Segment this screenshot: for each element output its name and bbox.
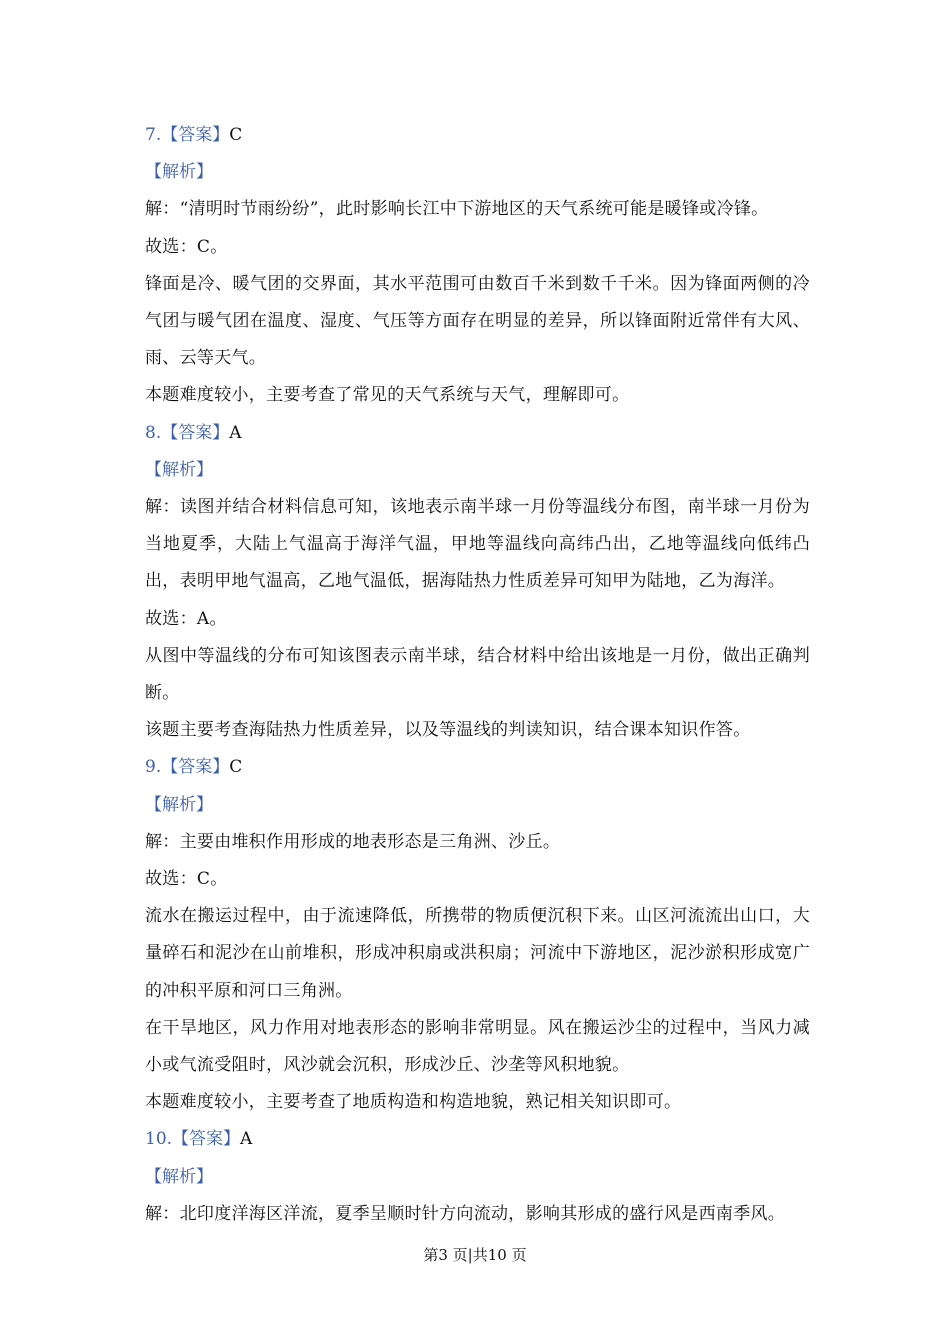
analysis-paragraph: 流水在搬运过程中，由于流速降低，所携带的物质便沉积下来。山区河流流出山口，大量碎石和泥沙在山前堆积，形成冲积扇或洪积扇；河流中下游地区，泥沙淤积形成宽广的冲积平原和河口三角洲。: [145, 906, 810, 1001]
analysis-paragraph: 本题难度较小，主要考查了地质构造和构造地貌，熟记相关知识即可。: [145, 1092, 682, 1113]
answer-line-7: [145, 117, 810, 154]
answer-letter: A: [229, 422, 242, 443]
analysis-paragraph: 在干旱地区，风力作用对地表形态的影响非常明显。风在搬运沙尘的过程中，当风力减小或气流受阻时，风沙就会沉积，形成沙丘、沙垄等风积地貌。: [145, 1017, 810, 1075]
answer-letter: A: [240, 1129, 253, 1150]
page-footer: 第3 页|共10 页: [423, 1246, 527, 1264]
analysis-label: 【解析】: [145, 162, 213, 183]
analysis-paragraph: 本题难度较小，主要考查了常见的天气系统与天气，理解即可。: [145, 385, 630, 406]
analysis-label: 【解析】: [145, 794, 213, 815]
analysis-paragraph: 解：“清明时节雨纷纷”，此时影响长江中下游地区的天气系统可能是暖锋或冷锋。: [145, 199, 769, 220]
analysis-paragraph: 故选：A。: [145, 608, 227, 629]
answer-letter: C: [229, 757, 243, 778]
analysis-paragraph: 解：北印度洋海区洋流，夏季呈顺时针方向流动，影响其形成的盛行风是西南季风。: [145, 1203, 786, 1224]
answer-mark: 【答案】: [172, 1129, 241, 1150]
answer-mark: 【答案】: [161, 757, 230, 778]
analysis-paragraph: 锋面是冷、暖气团的交界面，其水平范围可由数百千米到数千千米。因为锋面两侧的冷气团与暖气团在温度、湿度、气压等方面存在明显的差异，所以锋面附近常伴有大风、雨、云等天气。: [145, 273, 810, 369]
analysis-paragraph: 该题主要考查海陆热力性质差异，以及等温线的判读知识，结合课本知识作答。: [145, 720, 751, 741]
analysis-paragraph: 故选：C。: [145, 236, 228, 257]
analysis-paragraph: 解：主要由堆积作用形成的地表形态是三角洲、沙丘。: [145, 831, 561, 852]
question-number: 10.: [145, 1129, 173, 1150]
question-number: 7.: [145, 125, 162, 145]
question-number: 8.: [145, 422, 162, 443]
question-number: 9.: [145, 757, 162, 778]
answer-line-8: [145, 415, 810, 452]
answer-analysis-content: [145, 117, 810, 1233]
answer-line-9: [145, 749, 810, 786]
answer-letter: C: [229, 125, 243, 145]
analysis-paragraph: 解：读图并结合材料信息可知，该地表示南半球一月份等温线分布图，南半球一月份为当地夏季，大陆上气温高于海洋气温，甲地等温线向高纬凸出，乙地等温线向低纬凸出，表明甲地气温高，乙地气温低，据海陆热力性质差异可知甲为陆地，乙为海洋。: [145, 496, 810, 592]
answer-line-10: [145, 1121, 810, 1158]
analysis-label: 【解析】: [145, 1166, 213, 1187]
analysis-label: 【解析】: [145, 459, 213, 480]
answer-mark: 【答案】: [161, 422, 230, 443]
analysis-paragraph: 从图中等温线的分布可知该图表示南半球，结合材料中给出该地是一月份，做出正确判断。: [145, 645, 810, 703]
answer-mark: 【答案】: [161, 125, 230, 145]
analysis-paragraph: 故选：C。: [145, 868, 228, 889]
